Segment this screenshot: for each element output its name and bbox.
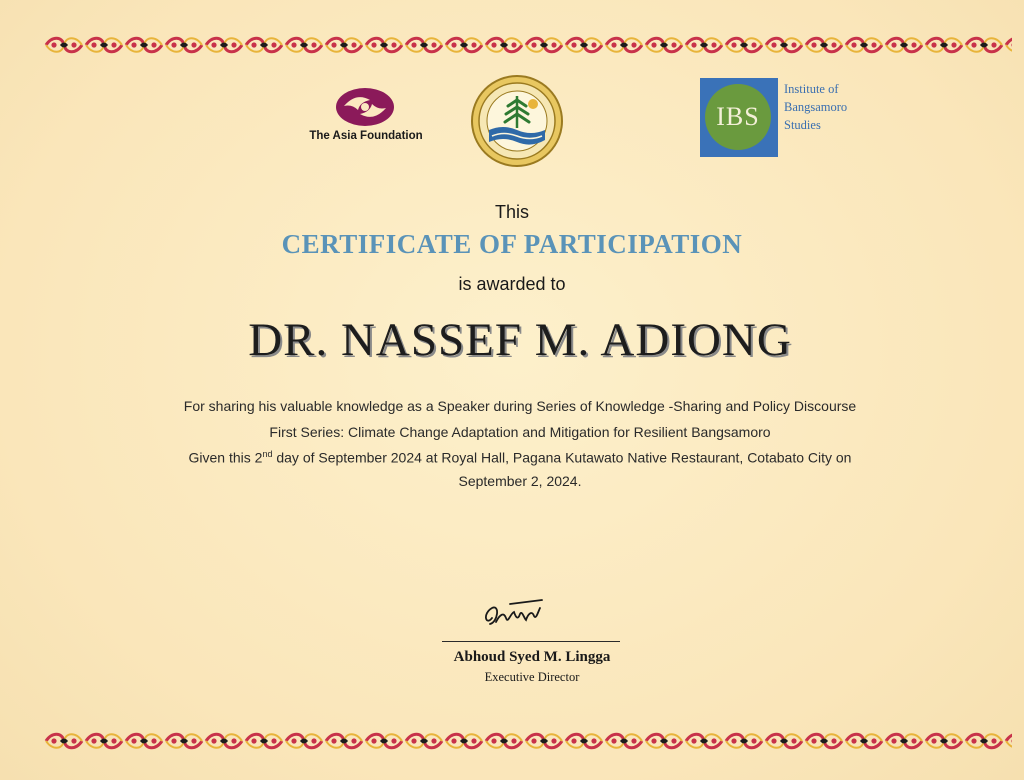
series-topic: Climate Change Adaptation and Mitigation for Resilient Bangsamoro (348, 424, 771, 440)
ibs-name-line1: Institute of (784, 82, 839, 96)
certificate-title: CERTIFICATE OF PARTICIPATION (281, 229, 743, 259)
citation-line-1: For sharing his valuable knowledge as a Speaker during Series of Knowledge -Sharing and Policy Discourse (183, 398, 857, 414)
awarded-to-label: is awarded to (458, 274, 566, 294)
ibs-name (784, 80, 894, 134)
given-prefix: Given this 2 (188, 449, 263, 466)
day-ordinal: nd (262, 449, 273, 459)
signatory-title: Executive Director (484, 670, 580, 684)
ibs-letters: IBS (716, 102, 760, 131)
signature-line (442, 641, 620, 642)
bottom-ornamental-border (44, 730, 1012, 752)
ministry-seal-icon (470, 74, 564, 168)
ibs-name-line2: Bangsamoro (784, 100, 848, 114)
series-prefix: First Series: (269, 424, 348, 440)
signatory-name: Abhoud Syed M. Lingga (453, 649, 611, 665)
this-label: This (494, 202, 529, 222)
citation-line-4: September 2, 2024. (458, 473, 582, 489)
asia-foundation-name: The Asia Foundation (309, 130, 423, 142)
signature-scribble (480, 596, 560, 636)
ibs-logo-circle (705, 84, 771, 150)
recipient-name: DR. NASSEF M. ADIONG (248, 314, 792, 366)
ibs-logo-icon (700, 78, 778, 157)
given-suffix: day of September 2024 at Royal Hall, Pagana Kutawato Native Restaurant, Cotabato City on (272, 449, 852, 466)
asia-foundation-logo-icon (334, 86, 396, 128)
citation-line-2 (0, 424, 1024, 440)
ibs-name-line3: Studies (784, 118, 821, 132)
asia-foundation-logo (296, 86, 436, 146)
citation-line-3 (0, 449, 1024, 466)
top-ornamental-border (44, 34, 1012, 56)
